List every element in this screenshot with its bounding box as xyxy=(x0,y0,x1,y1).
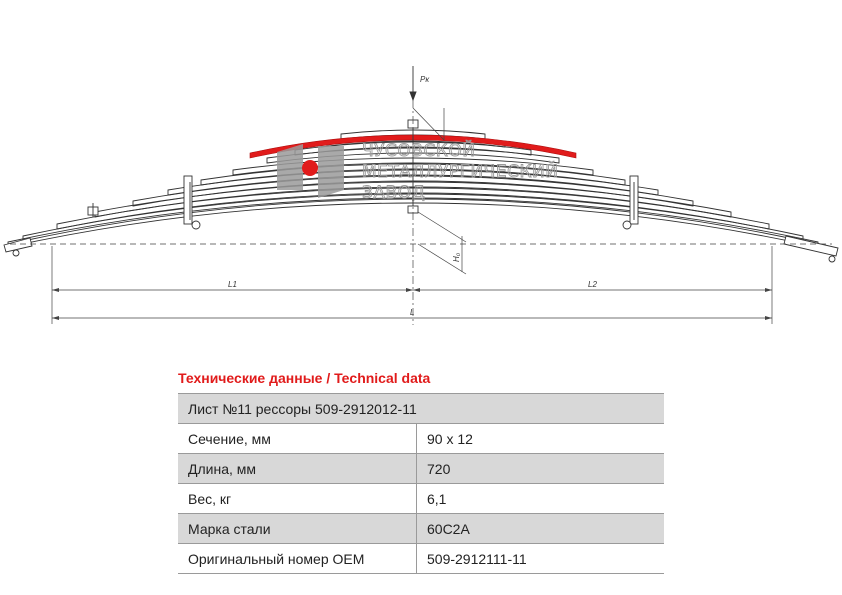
tech-data-table xyxy=(178,393,664,574)
load-arrow xyxy=(410,66,416,100)
table-heading: Лист №11 рессоры 509-2912012-11 xyxy=(178,394,664,424)
row-label: Сечение, мм xyxy=(178,424,417,454)
dim-l2-label: L2 xyxy=(588,280,597,289)
height-label: H₀ xyxy=(452,252,461,262)
table-row xyxy=(178,424,664,454)
row-value: 6,1 xyxy=(417,484,665,514)
left-clamp xyxy=(184,176,200,229)
spring-eye-right xyxy=(784,236,838,262)
table-row xyxy=(178,514,664,544)
table-row xyxy=(178,454,664,484)
watermark-line-2: МЕТАЛЛУРГИЧЕСКИЙ xyxy=(362,162,559,182)
row-label: Длина, мм xyxy=(178,454,417,484)
left-rivet xyxy=(88,203,98,217)
spring-eye-left xyxy=(4,238,32,256)
load-label: Pк xyxy=(420,75,430,84)
row-value: 60С2А xyxy=(417,514,665,544)
watermark-line-1: ЧУСОВСКОЙ xyxy=(362,141,476,161)
row-label: Вес, кг xyxy=(178,484,417,514)
row-value: 720 xyxy=(417,454,665,484)
row-value: 90 x 12 xyxy=(417,424,665,454)
dim-l1-label: L1 xyxy=(228,280,237,289)
row-label: Оригинальный номер OEM xyxy=(178,544,417,574)
row-label: Марка стали xyxy=(178,514,417,544)
table-row xyxy=(178,544,664,574)
table-heading-row xyxy=(178,394,664,424)
dim-l-label: L xyxy=(410,308,415,317)
row-value: 509-2912111-11 xyxy=(417,544,665,574)
tech-data-title: Технические данные / Technical data xyxy=(178,370,431,386)
table-row xyxy=(178,484,664,514)
watermark-line-3: ЗАВОД xyxy=(362,183,426,203)
